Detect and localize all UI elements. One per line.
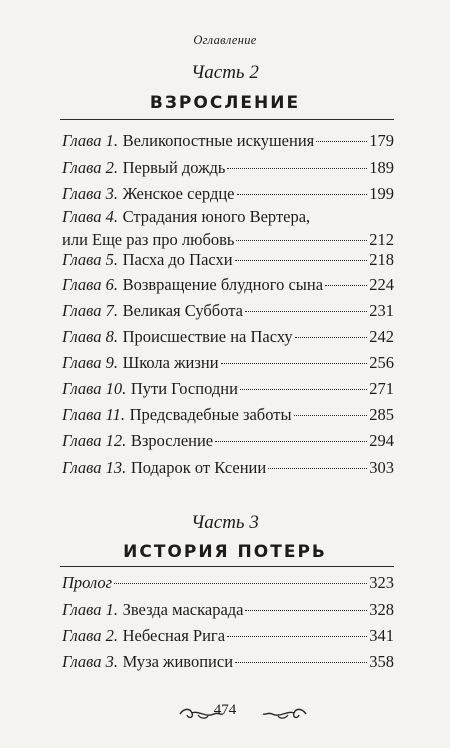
chapter-title: Пасха до Пасхи [122, 249, 233, 269]
page-ref: 341 [369, 625, 394, 645]
chapter-label: Глава 10. [62, 378, 127, 398]
toc-entry [62, 623, 394, 646]
page-ref: 218 [369, 249, 394, 269]
page-ref: 303 [369, 457, 394, 477]
chapter-title: Великая Суббота [122, 300, 243, 320]
page-ref: 242 [369, 326, 394, 346]
dot-leader [325, 268, 367, 286]
page-ref: 189 [369, 157, 394, 177]
chapter-title: Возвращение блудного сына [122, 274, 324, 294]
toc-entry [62, 128, 394, 151]
part-2-label: Часть 2 [191, 62, 259, 83]
toc-entry-line [62, 247, 394, 270]
toc-entry-line [62, 298, 394, 321]
chapter-label: Глава 2. [62, 625, 118, 645]
page-ref: 256 [369, 352, 394, 372]
toc-entry [62, 597, 394, 620]
chapter-title: Происшествие на Пасху [122, 326, 293, 346]
page-ref: 285 [369, 404, 394, 424]
chapter-title: Школа жизни [122, 352, 219, 372]
toc-entry [62, 649, 394, 672]
dot-leader [245, 593, 367, 611]
chapter-title: Небесная Рига [122, 625, 226, 645]
chapter-title-continued: или Еще раз про любовь [62, 229, 235, 249]
chapter-title: Взросление [130, 430, 214, 450]
part-3-label: Часть 3 [191, 512, 259, 533]
toc-entry-line [62, 272, 394, 295]
toc-entry [62, 247, 394, 270]
part-3-title: ИСТОРИЯ ПОТЕРЬ [123, 542, 327, 562]
page-footer [0, 702, 450, 726]
toc-entry-line [62, 428, 394, 451]
dot-leader [114, 566, 367, 584]
chapter-label: Глава 7. [62, 300, 118, 320]
chapter-label: Глава 5. [62, 249, 118, 269]
dot-leader [227, 151, 367, 169]
chapter-label: Глава 3. [62, 183, 118, 203]
page-ref: 212 [369, 229, 394, 249]
chapter-label: Глава 4. [62, 207, 118, 226]
toc-entry [62, 376, 394, 399]
chapter-label: Глава 11. [62, 404, 125, 424]
chapter-title: Великопостные искушения [122, 130, 315, 150]
chapter-title: Предсвадебные заботы [129, 404, 292, 424]
toc-entry [62, 570, 394, 593]
page-ref: 358 [369, 651, 394, 671]
toc-entry-line [62, 181, 394, 204]
toc-entry-line [62, 402, 394, 425]
toc-entry [62, 428, 394, 451]
dot-leader [268, 451, 367, 469]
page-ref: 294 [369, 430, 394, 450]
toc-entry [62, 455, 394, 478]
chapter-label: Глава 6. [62, 274, 118, 294]
toc-entry [62, 272, 394, 295]
right-ornament-icon [262, 706, 308, 722]
chapter-title: Пути Господни [130, 378, 238, 398]
toc-entry-line [62, 649, 394, 672]
chapter-label: Глава 13. [62, 457, 127, 477]
page-ref: 224 [369, 274, 394, 294]
dot-leader [221, 346, 368, 364]
dot-leader [235, 645, 367, 663]
chapter-label: Глава 12. [62, 430, 127, 450]
chapter-label: Глава 3. [62, 651, 118, 671]
chapter-title: Звезда маскарада [122, 599, 244, 619]
dot-leader [227, 619, 367, 637]
page-ref: 323 [369, 572, 394, 592]
dot-leader [215, 424, 367, 442]
chapter-title: Страдания юного Вертера, [122, 207, 311, 226]
dot-leader [316, 124, 367, 142]
chapter-title: Муза живописи [122, 651, 234, 671]
toc-entry [62, 402, 394, 425]
toc-entry [62, 181, 394, 204]
running-head: Оглавление [193, 33, 257, 47]
chapter-label: Глава 9. [62, 352, 118, 372]
dot-leader [235, 243, 368, 261]
chapter-label: Пролог [62, 572, 113, 592]
chapter-title: Подарок от Ксении [130, 457, 267, 477]
page-ref: 231 [369, 300, 394, 320]
toc-entry [62, 298, 394, 321]
page-ref: 271 [369, 378, 394, 398]
dot-leader [295, 320, 368, 338]
toc-entry-line [62, 128, 394, 151]
dot-leader [245, 294, 367, 312]
toc-entry-line [62, 324, 394, 347]
toc-entry [62, 155, 394, 178]
page-ref: 328 [369, 599, 394, 619]
chapter-label: Глава 1. [62, 130, 118, 150]
page-ref: 199 [369, 183, 394, 203]
toc-entry-line [62, 597, 394, 620]
part-2-title: ВЗРОСЛЕНИЕ [149, 93, 301, 113]
chapter-label: Глава 1. [62, 599, 118, 619]
dot-leader [236, 223, 367, 241]
dot-leader [294, 398, 368, 416]
chapter-label: Глава 8. [62, 326, 118, 346]
toc-entry-line [62, 570, 394, 593]
chapter-label: Глава 2. [62, 157, 118, 177]
toc-entry-line [62, 455, 394, 478]
page-ref: 179 [369, 130, 394, 150]
toc-entry-line [62, 155, 394, 178]
toc-entry-line [62, 623, 394, 646]
part-2-rule [60, 119, 394, 120]
page-number: 474 [213, 702, 237, 718]
toc-entry [62, 324, 394, 347]
toc-entry-line [62, 376, 394, 399]
chapter-title: Женское сердце [122, 183, 235, 203]
chapter-title: Первый дождь [122, 157, 226, 177]
dot-leader [240, 372, 367, 390]
toc-entry-line [62, 350, 394, 373]
dot-leader [237, 177, 368, 195]
toc-entry [62, 350, 394, 373]
